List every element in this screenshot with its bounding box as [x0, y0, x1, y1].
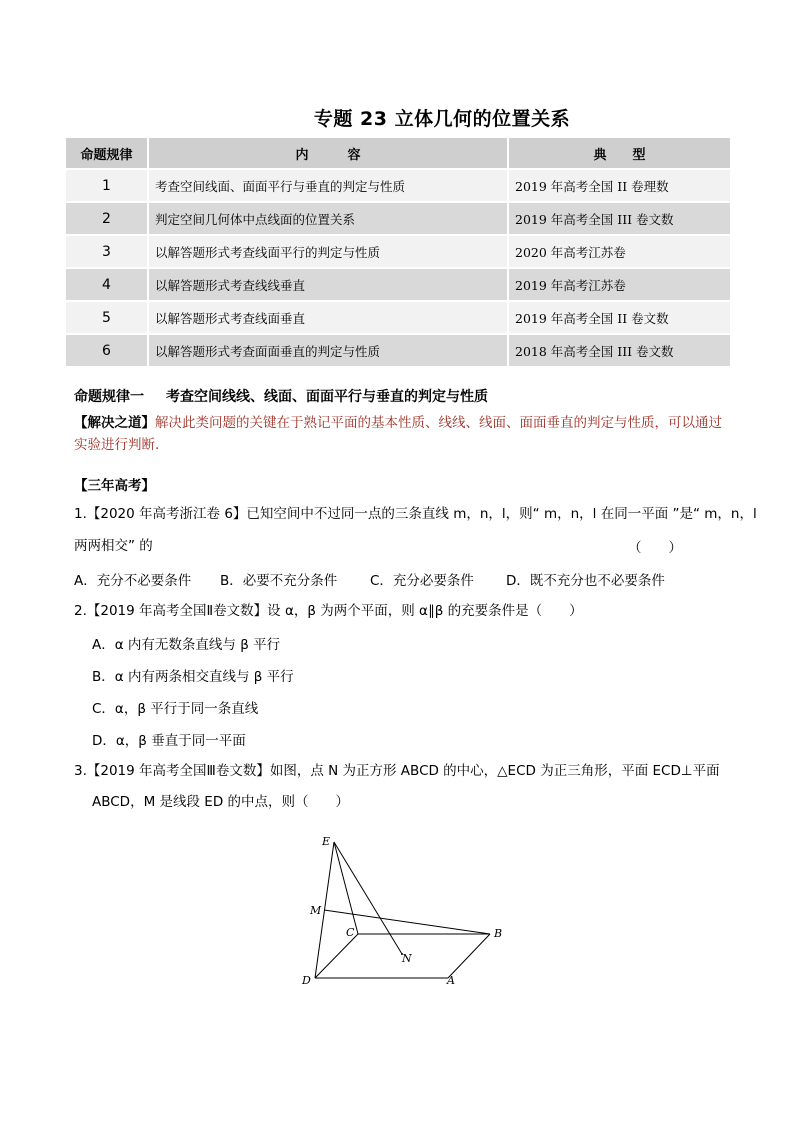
row-example: 2018 年高考全国 III 卷文数 — [508, 334, 731, 367]
row-number: 4 — [65, 268, 148, 301]
row-number: 2 — [65, 202, 148, 235]
q2-stem: 2.【2019 年高考全国Ⅱ卷文数】设 α，β 为两个平面，则 α∥β 的充要条件是（ ） — [74, 603, 583, 619]
row-number: 3 — [65, 235, 148, 268]
label-b: B — [494, 927, 503, 940]
row-content: 以解答题形式考查线线垂直 — [148, 268, 508, 301]
page-title: 专题 23 立体几何的位置关系 — [313, 108, 571, 130]
row-example: 2019 年高考全国 II 卷理数 — [508, 169, 731, 202]
row-content: 以解答题形式考查面面垂直的判定与性质 — [148, 334, 508, 367]
q1-option-b: B．必要不充分条件 — [220, 573, 338, 589]
q2-option-d: D．α，β 垂直于同一平面 — [92, 733, 246, 749]
method-text: 解决此类问题的关键在于熟记平面的基本性质、线线、线面、面面垂直的判定与性质，可以通过实验进行判断. — [74, 415, 722, 453]
row-number: 1 — [65, 169, 148, 202]
q1-answer-paren: （ ） — [628, 540, 682, 556]
table-header-row — [65, 137, 731, 169]
q1-option-a: A．充分不必要条件 — [74, 573, 192, 589]
table-row — [65, 268, 731, 301]
row-content: 以解答题形式考查线面平行的判定与性质 — [148, 235, 508, 268]
row-content: 判定空间几何体中点线面的位置关系 — [148, 202, 508, 235]
table-row — [65, 334, 731, 367]
q1-option-c: C．充分必要条件 — [370, 573, 474, 589]
q1-line2: 两两相交” 的 — [74, 538, 153, 554]
topics-table — [64, 136, 732, 368]
row-content: 考查空间线面、面面平行与垂直的判定与性质 — [148, 169, 508, 202]
row-example: 2020 年高考江苏卷 — [508, 235, 731, 268]
table-row — [65, 169, 731, 202]
rule-one-heading — [74, 386, 488, 406]
row-example: 2019 年高考江苏卷 — [508, 268, 731, 301]
edge-dc — [315, 934, 358, 978]
row-example: 2019 年高考全国 III 卷文数 — [508, 202, 731, 235]
rule-one-text: 考查空间线线、线面、面面平行与垂直的判定与性质 — [166, 389, 488, 405]
q3-line2: ABCD，M 是线段 ED 的中点，则（ ） — [92, 794, 350, 810]
geometry-figure — [290, 828, 520, 993]
table-row — [65, 235, 731, 268]
method-label: 【解决之道】 — [74, 415, 155, 431]
label-e: E — [322, 835, 331, 848]
rule-one-label: 命题规律一 — [74, 389, 144, 405]
section-heading: 【三年高考】 — [74, 478, 155, 494]
row-number: 5 — [65, 301, 148, 334]
header-rule: 命题规律 — [65, 137, 148, 169]
label-d: D — [302, 974, 311, 987]
row-content: 以解答题形式考查线面垂直 — [148, 301, 508, 334]
header-example: 典 型 — [508, 137, 731, 169]
header-content: 内 容 — [148, 137, 508, 169]
q1-line1: 1.【2020 年高考浙江卷 6】已知空间中不过同一点的三条直线 m，n，l，则“ m，n，l 在同一平面 ”是“ m，n，l — [74, 506, 757, 522]
edge-ab — [448, 934, 490, 978]
method-paragraph — [74, 412, 724, 456]
table-row — [65, 202, 731, 235]
q3-line1: 3.【2019 年高考全国Ⅲ卷文数】如图，点 N 为正方形 ABCD 的中心，△ECD 为正三角形，平面 ECD⊥平面 — [74, 763, 720, 779]
label-a: A — [447, 974, 455, 987]
label-c: C — [346, 926, 355, 939]
table-row — [65, 301, 731, 334]
q2-option-c: C．α，β 平行于同一条直线 — [92, 701, 259, 717]
row-example: 2019 年高考全国 II 卷文数 — [508, 301, 731, 334]
q1-option-d: D．既不充分也不必要条件 — [506, 573, 665, 589]
row-number: 6 — [65, 334, 148, 367]
q2-option-b: B．α 内有两条相交直线与 β 平行 — [92, 669, 294, 685]
label-n: N — [402, 952, 412, 965]
edge-ec — [334, 842, 358, 934]
segment-en — [334, 842, 402, 954]
q2-option-a: A．α 内有无数条直线与 β 平行 — [92, 637, 281, 653]
label-m: M — [310, 904, 322, 917]
